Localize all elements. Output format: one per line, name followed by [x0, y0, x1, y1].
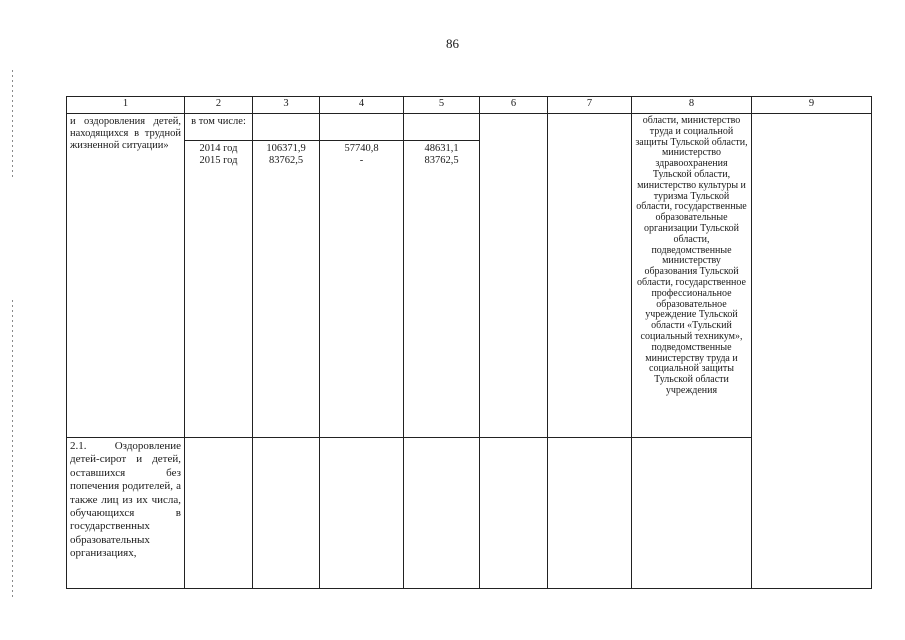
- table-cell: [320, 438, 404, 589]
- program-name-cell: и оздоровления детей, находящихся в трудной жизненной ситуации»: [67, 114, 185, 438]
- table-cell: [548, 438, 632, 589]
- financing-total-cell: [253, 141, 320, 438]
- scan-margin-mark: [12, 70, 13, 180]
- value-text: -: [359, 154, 364, 166]
- table-cell: [404, 114, 480, 141]
- value-text: 83762,5: [424, 154, 459, 166]
- header-row: [67, 97, 872, 114]
- column-header: 2: [185, 97, 253, 114]
- column-header: 9: [752, 97, 872, 114]
- value-text: 83762,5: [268, 154, 304, 166]
- page-number: 86: [446, 36, 459, 51]
- table-cell: [185, 438, 253, 589]
- table-cell: [320, 114, 404, 141]
- column-header: 8: [632, 97, 752, 114]
- financing-cell: [404, 141, 480, 438]
- years-cell: [185, 141, 253, 438]
- scan-margin-mark: [12, 300, 13, 600]
- value-text: 106371,9: [266, 143, 306, 154]
- including-label-cell: в том числе:: [185, 114, 253, 141]
- year-label: 2015 год: [199, 154, 238, 166]
- column-header: 1: [67, 97, 185, 114]
- year-label: 2014 год: [199, 143, 238, 154]
- program-table: [66, 96, 872, 589]
- column-header: 7: [548, 97, 632, 114]
- table-row: [67, 438, 872, 589]
- subprogram-name-cell: 2.1. Оздоровление детей-сирот и детей, оставшихся без попечения родителей, а также лиц из их числа, обучающихся в государственных образовательных организациях,: [67, 438, 185, 589]
- table-cell: [404, 438, 480, 589]
- table-cell: [480, 114, 548, 438]
- value-text: 57740,8: [344, 143, 379, 154]
- table-cell: [632, 438, 752, 589]
- value-text: 48631,1: [424, 143, 459, 154]
- column-header: 4: [320, 97, 404, 114]
- financing-cell: [320, 141, 404, 438]
- responsible-executors-cell: области, министерство труда и социальной защиты Тульской области, министерство здравоохранения Тульской области, министерство культуры и туризма Тульской области, государственные образовательные организации Тульской области, подведомственные министерству образования Тульской области, государственное профессиональное образовательное учреждение Тульской области «Тульский социальный техникум», подведомственные министерству труда и социальной защиты Тульской области учреждения: [632, 114, 752, 438]
- table-cell: [752, 114, 872, 589]
- column-header: 5: [404, 97, 480, 114]
- column-header: 3: [253, 97, 320, 114]
- table-cell: [253, 114, 320, 141]
- table-cell: [253, 438, 320, 589]
- table-cell: [548, 114, 632, 438]
- column-header: 6: [480, 97, 548, 114]
- table-cell: [480, 438, 548, 589]
- table-row: [67, 114, 872, 141]
